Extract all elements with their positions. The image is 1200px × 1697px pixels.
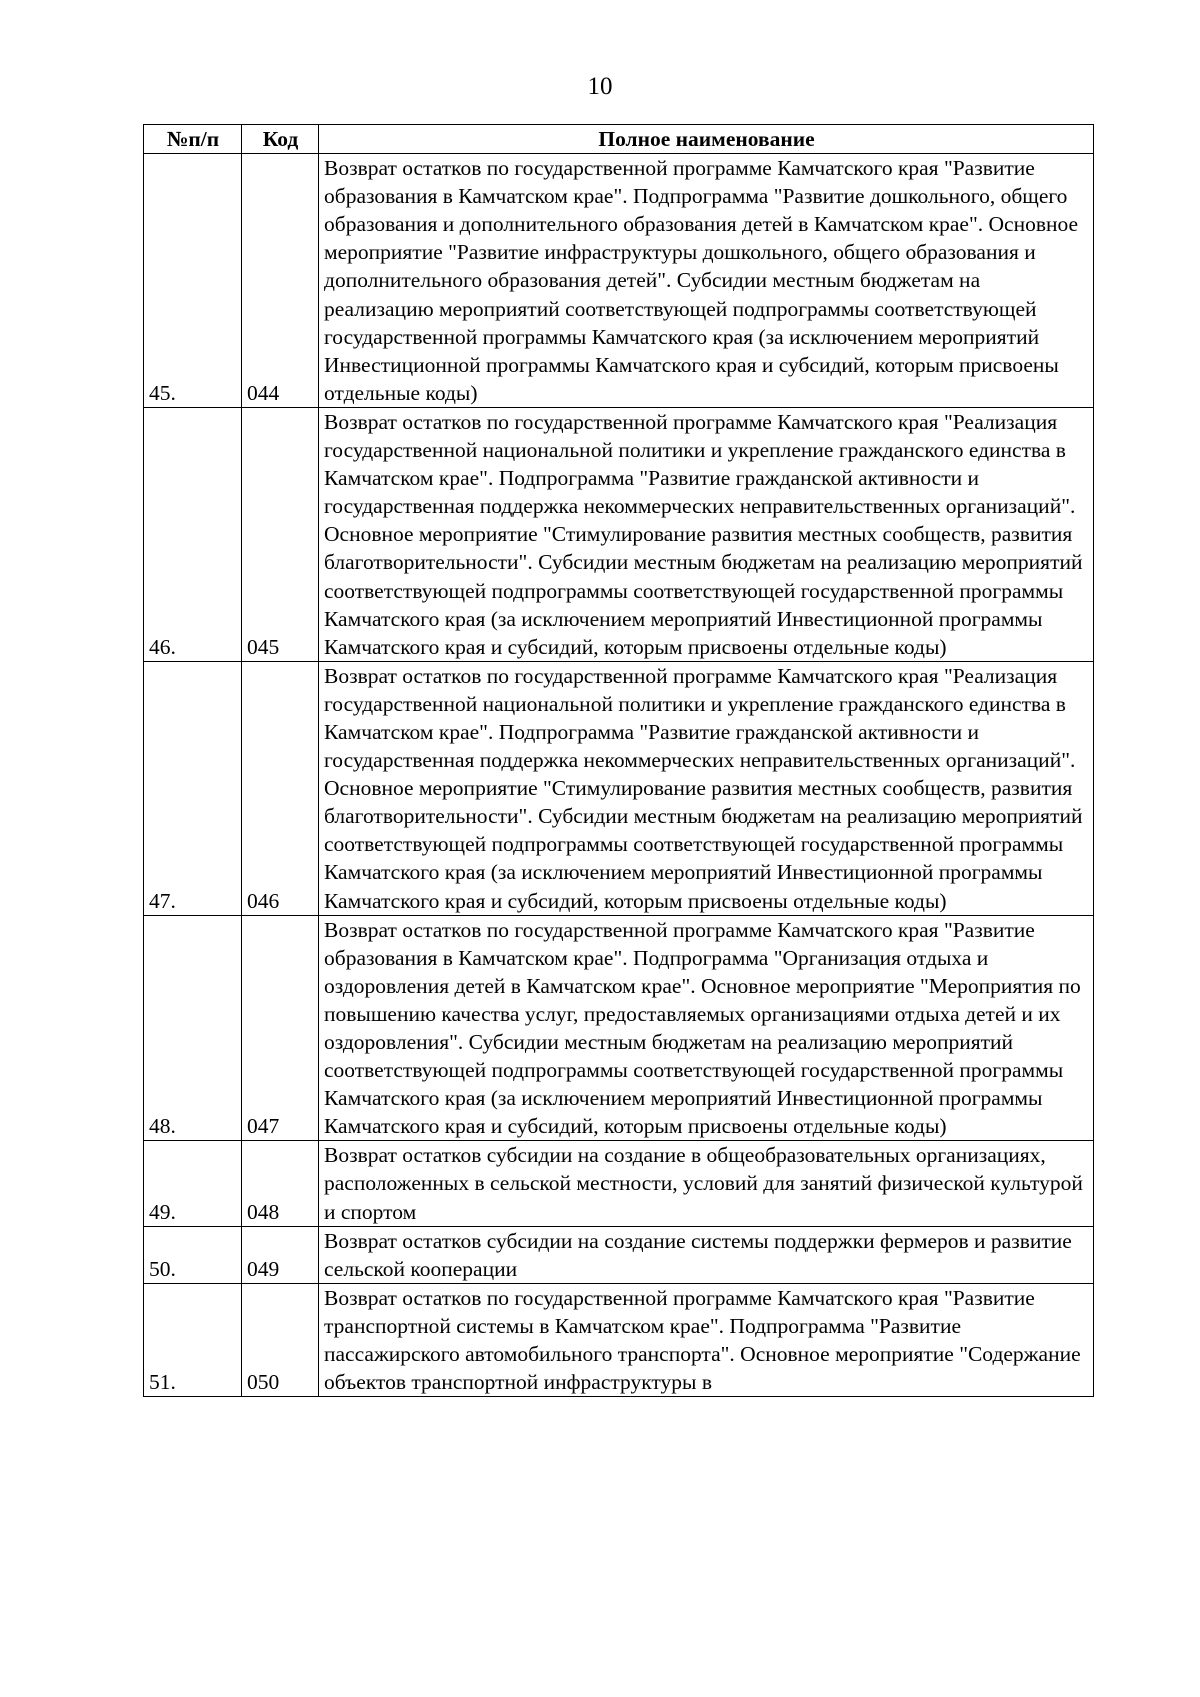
row-number: 46. bbox=[144, 407, 242, 661]
row-code: 047 bbox=[242, 915, 319, 1141]
table-row bbox=[144, 1141, 1094, 1226]
row-code: 048 bbox=[242, 1141, 319, 1226]
table-row bbox=[144, 1226, 1094, 1283]
row-number: 49. bbox=[144, 1141, 242, 1226]
row-full-name: Возврат остатков по государственной программе Камчатского края "Реализация государственной национальной политики и укрепление гражданского единства в Камчатском крае". Подпрограмма "Развитие гражданской активности и государственная поддержка некоммерческих неправительственных организаций". Основное мероприятие "Стимулирование развития местных сообществ, развития благотворительности". Субсидии местным бюджетам на реализацию мероприятий соответствующей подпрограммы соответствующей государственной программы Камчатского края (за исключением мероприятий Инвестиционной программы Камчатского края и субсидий, которым присвоены отдельные коды) bbox=[319, 407, 1094, 661]
page-number: 10 bbox=[587, 73, 613, 100]
row-code: 044 bbox=[242, 154, 319, 408]
table-header-row bbox=[144, 125, 1094, 154]
table-row bbox=[144, 1283, 1094, 1396]
header-full-name: Полное наименование bbox=[319, 125, 1094, 154]
row-number: 45. bbox=[144, 154, 242, 408]
row-number: 50. bbox=[144, 1226, 242, 1283]
row-code: 046 bbox=[242, 661, 319, 915]
row-full-name: Возврат остатков субсидии на создание системы поддержки фермеров и развитие сельской кооперации bbox=[319, 1226, 1094, 1283]
row-code: 049 bbox=[242, 1226, 319, 1283]
header-code: Код bbox=[242, 125, 319, 154]
table-row bbox=[144, 154, 1094, 408]
row-number: 47. bbox=[144, 661, 242, 915]
row-number: 51. bbox=[144, 1283, 242, 1396]
row-full-name: Возврат остатков по государственной программе Камчатского края "Развитие образования в Камчатском крае". Подпрограмма "Организация отдыха и оздоровления детей в Камчатском крае". Основное мероприятие "Мероприятия по повышению качества услуг, предоставляемых организациями отдыха детей и их оздоровления". Субсидии местным бюджетам на реализацию мероприятий соответствующей подпрограммы соответствующей государственной программы Камчатского края (за исключением мероприятий Инвестиционной программы Камчатского края и субсидий, которым присвоены отдельные коды) bbox=[319, 915, 1094, 1141]
row-code: 050 bbox=[242, 1283, 319, 1396]
codes-table bbox=[143, 124, 1094, 1397]
table-row bbox=[144, 915, 1094, 1141]
table-row bbox=[144, 661, 1094, 915]
row-full-name: Возврат остатков субсидии на создание в общеобразовательных организациях, расположенных в сельской местности, условий для занятий физической культурой и спортом bbox=[319, 1141, 1094, 1226]
row-number: 48. bbox=[144, 915, 242, 1141]
table-row bbox=[144, 407, 1094, 661]
row-full-name: Возврат остатков по государственной программе Камчатского края "Развитие образования в Камчатском крае". Подпрограмма "Развитие дошкольного, общего образования и дополнительного образования детей в Камчатском крае". Основное мероприятие "Развитие инфраструктуры дошкольного, общего образования и дополнительного образования детей". Субсидии местным бюджетам на реализацию мероприятий соответствующей подпрограммы соответствующей государственной программы Камчатского края (за исключением мероприятий Инвестиционной программы Камчатского края и субсидий, которым присвоены отдельные коды) bbox=[319, 154, 1094, 408]
row-full-name: Возврат остатков по государственной программе Камчатского края "Реализация государственной национальной политики и укрепление гражданского единства в Камчатском крае". Подпрограмма "Развитие гражданской активности и государственная поддержка некоммерческих неправительственных организаций". Основное мероприятие "Стимулирование развития местных сообществ, развития благотворительности". Субсидии местным бюджетам на реализацию мероприятий соответствующей подпрограммы соответствующей государственной программы Камчатского края (за исключением мероприятий Инвестиционной программы Камчатского края и субсидий, которым присвоены отдельные коды) bbox=[319, 661, 1094, 915]
row-code: 045 bbox=[242, 407, 319, 661]
header-number: №п/п bbox=[144, 125, 242, 154]
row-full-name: Возврат остатков по государственной программе Камчатского края "Развитие транспортной системы в Камчатском крае". Подпрограмма "Развитие пассажирского автомобильного транспорта". Основное мероприятие "Содержание объектов транспортной инфраструктуры в bbox=[319, 1283, 1094, 1396]
